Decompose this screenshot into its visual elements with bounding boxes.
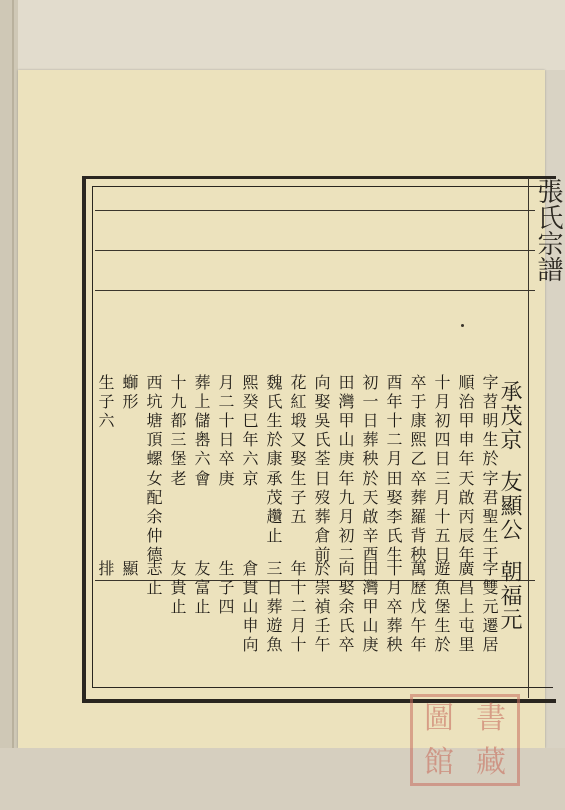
seal-char: 館 (424, 745, 454, 780)
text-column: 十月初四日 (432, 374, 451, 469)
background-left-sheet (0, 0, 18, 810)
text-column: 倉貫山申向 (240, 560, 259, 655)
text-column: 友貴止 (168, 560, 187, 617)
page-title: 張氏宗譜 (533, 178, 563, 282)
header-rule (95, 210, 535, 211)
text-column: 年十二月十 (288, 560, 307, 655)
text-column: 花紅塅又娶 (288, 374, 307, 469)
text-column: 顯 (120, 560, 139, 579)
text-column: 十九都三堡 (168, 374, 187, 469)
text-column: 萬歷戊午年 (408, 560, 427, 655)
text-column: 卒于康熙乙 (408, 374, 427, 469)
text-column: 生子五 (288, 470, 307, 527)
seal-char: 圖 (424, 701, 454, 736)
library-seal (410, 694, 520, 786)
text-column: 十月卒葬秧 (384, 560, 403, 655)
text-column: 葬上儲嶴六 (192, 374, 211, 469)
text-column: 年九月初二 (336, 470, 355, 565)
name-heading: 承茂京 (497, 380, 522, 452)
text-column: 女配余仲德 (144, 470, 163, 565)
text-column: 日歿葬倉前 (312, 470, 331, 565)
text-column: 字君聖生于 (480, 470, 499, 565)
text-column: 三月十五日 (432, 470, 451, 565)
text-column: 會 (192, 470, 211, 489)
text-column: 熙癸巳年六 (240, 374, 259, 469)
text-column: 田娶李氏生 (384, 470, 403, 565)
text-column: 天啟丙辰年 (456, 470, 475, 565)
name-heading: 朝福元 (497, 560, 522, 632)
name-heading: 友顯公 (497, 470, 522, 542)
text-column: 魏氏生於康 (264, 374, 283, 469)
text-column: 順治甲申年 (456, 374, 475, 469)
text-column: 京 (240, 470, 259, 489)
header-rule-3 (95, 290, 535, 291)
text-column: 字苕明生於 (480, 374, 499, 469)
text-column: 生子四 (216, 560, 235, 617)
text-column: 廣昌上屯里 (456, 560, 475, 655)
text-column: 酉年十二月 (384, 374, 403, 469)
text-column: 於崇禎壬午 (312, 560, 331, 655)
fold-line (12, 0, 14, 810)
seal-char: 藏 (476, 745, 506, 780)
text-column: 承茂趲止 (264, 470, 283, 546)
background-sheet (0, 0, 565, 70)
text-column: 老 (168, 470, 187, 489)
text-column: 遊魚堡生於 (432, 560, 451, 655)
header-rule-2 (95, 250, 535, 251)
text-column: 西坑塘頂螺 (144, 374, 163, 469)
text-column: 於天啟辛酉 (360, 470, 379, 565)
text-column: 排 (96, 560, 115, 579)
text-column: 向娶吳氏荃 (312, 374, 331, 469)
text-column: 初一日葬秧 (360, 374, 379, 469)
text-column: 三日葬遊魚 (264, 560, 283, 655)
text-column: 志止 (144, 560, 163, 598)
text-column: 月二十日卒 (216, 374, 235, 469)
text-column: 友富止 (192, 560, 211, 617)
title-column-rule (528, 178, 529, 698)
text-column: 生子六 (96, 374, 115, 431)
text-column: 字雙元遷居 (480, 560, 499, 655)
dot-mark (461, 324, 464, 327)
text-column: 卒葬羅背秧 (408, 470, 427, 565)
text-column: 田灣甲山庚 (336, 374, 355, 469)
text-column: 向娶余氏卒 (336, 560, 355, 655)
text-column: 螄形 (120, 374, 139, 412)
text-column: 田灣甲山庚 (360, 560, 379, 655)
seal-char: 書 (476, 701, 506, 736)
text-column: 庚 (216, 470, 235, 489)
